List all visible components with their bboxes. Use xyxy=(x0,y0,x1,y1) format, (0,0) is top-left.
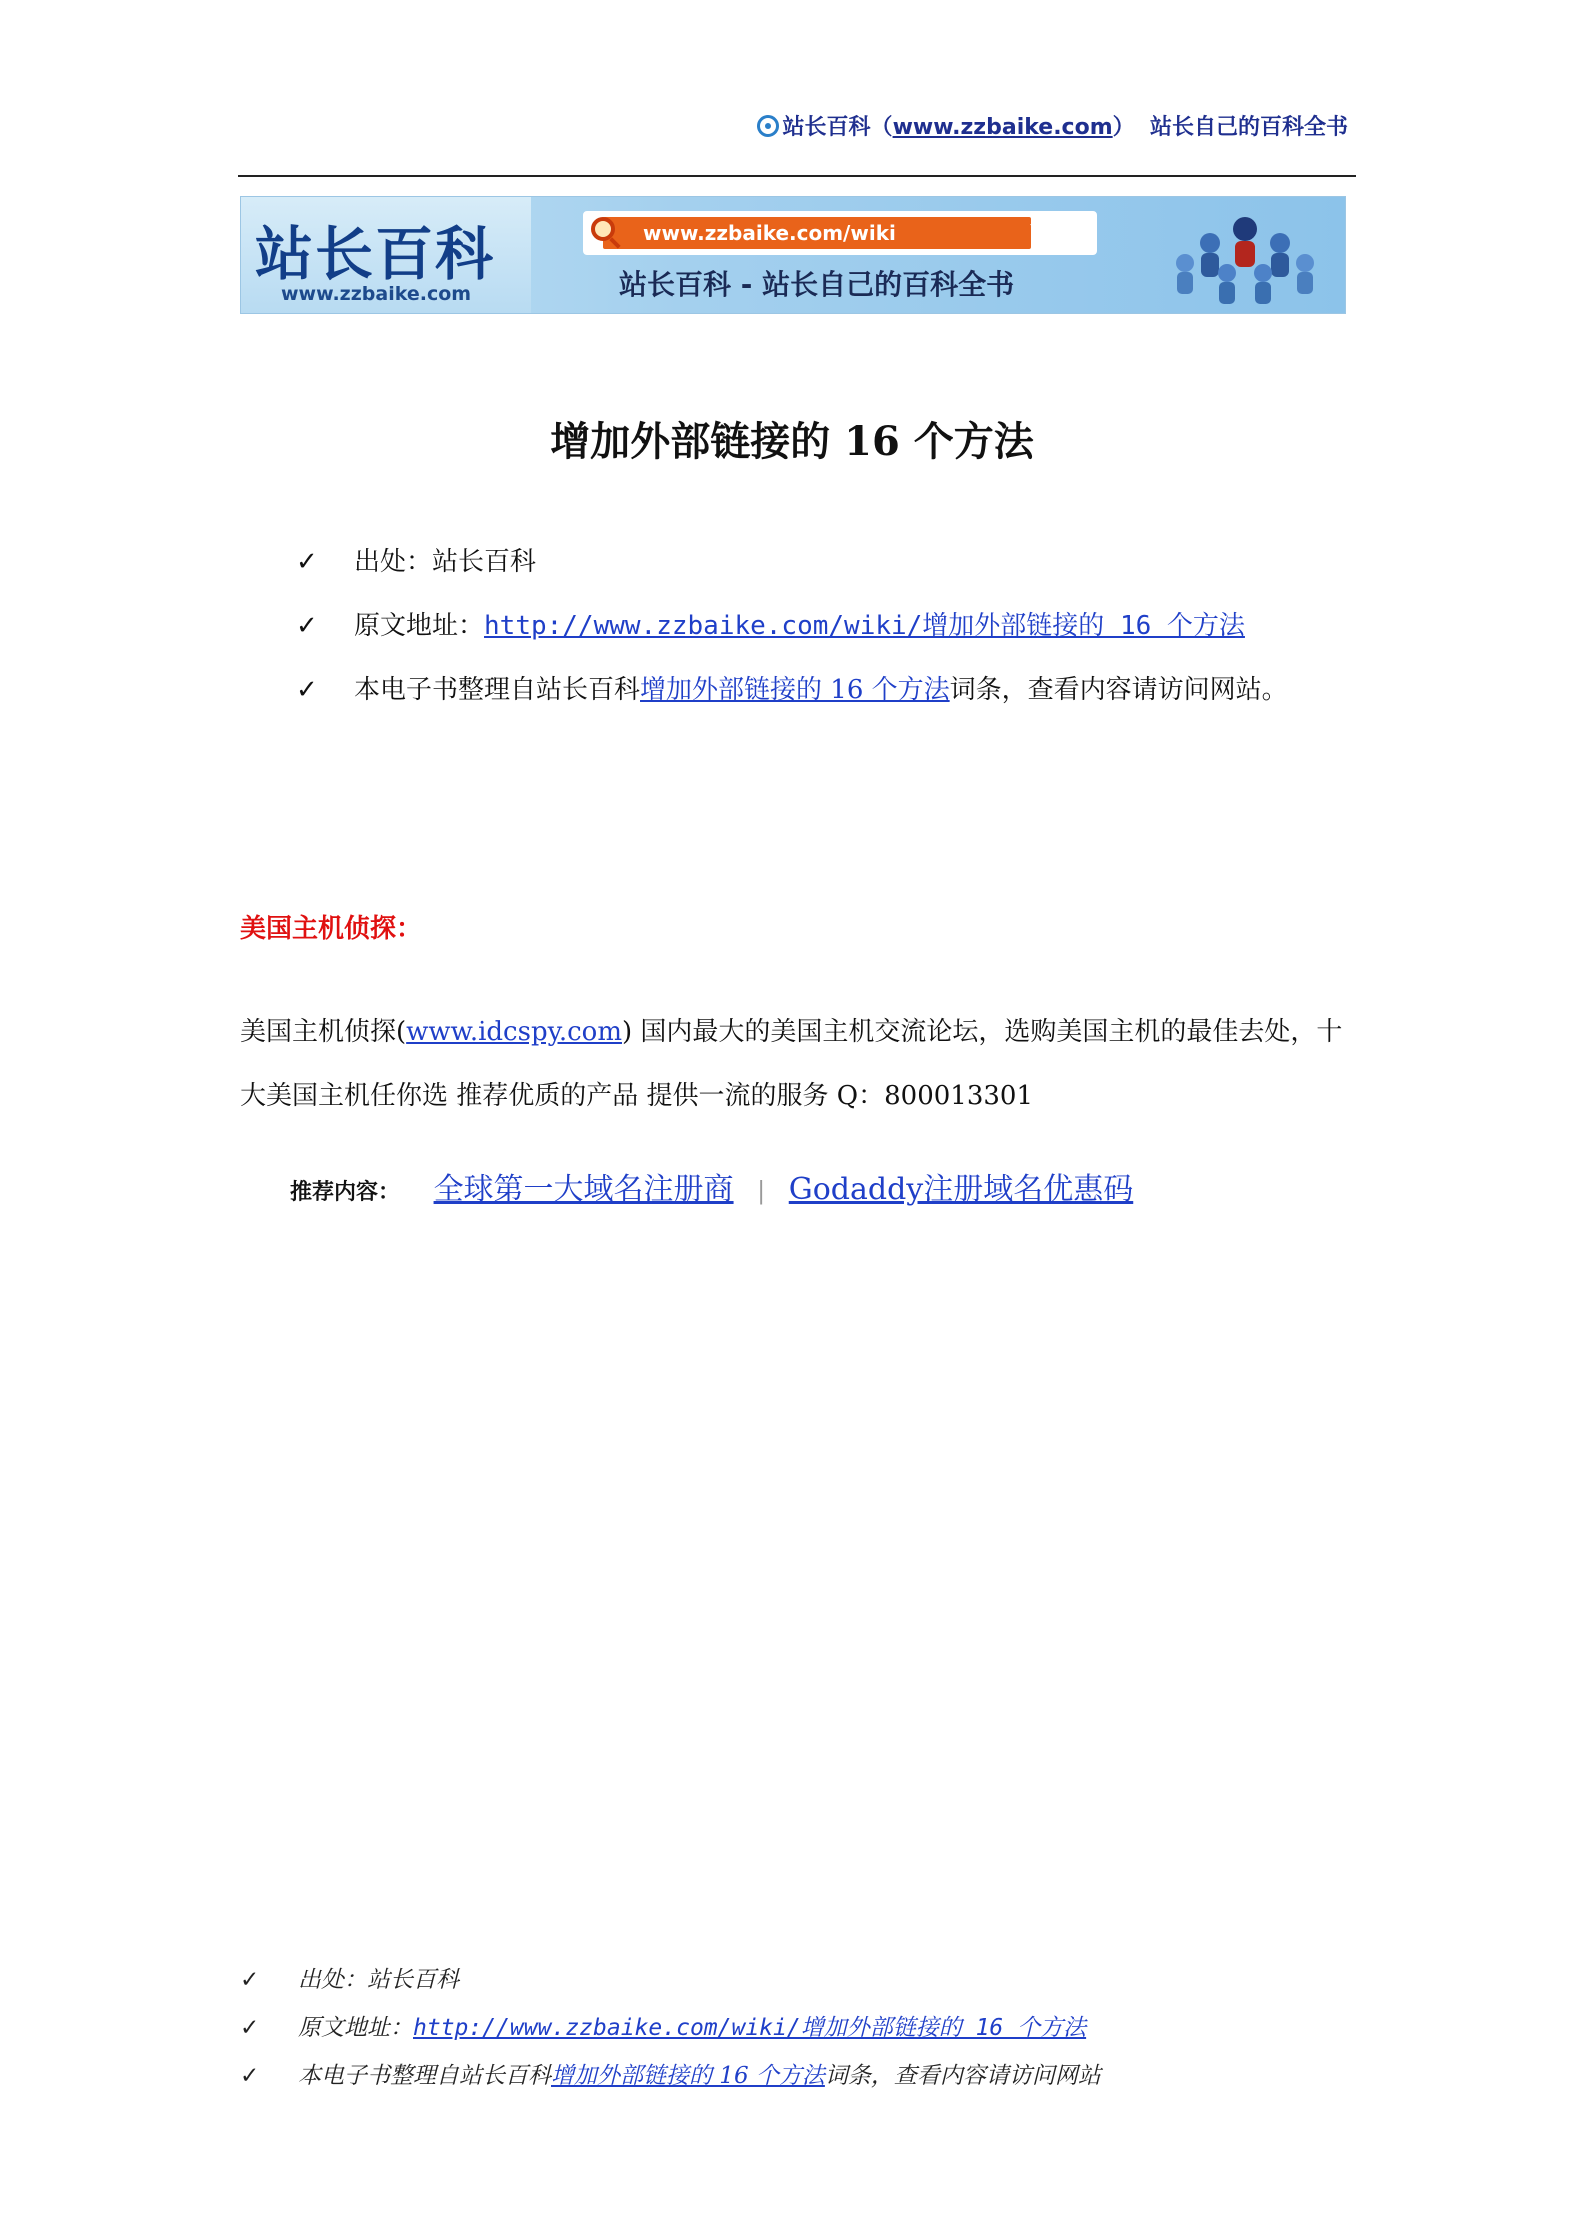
banner-tagline: 站长百科 - 站长自己的百科全书 xyxy=(619,268,1015,301)
idcspy-link[interactable]: www.idcspy.com xyxy=(406,1017,622,1047)
para-prefix: 美国主机侦探( xyxy=(240,1017,407,1047)
meta-source: 出处：站长百科 xyxy=(354,547,537,577)
footer-ebook-prefix: 本电子书整理自站长百科 xyxy=(298,2063,551,2089)
list-item xyxy=(296,530,1288,594)
footer-source: 出处：站长百科 xyxy=(298,1967,459,1993)
banner-logo-text: 站长百科 xyxy=(255,220,496,288)
magnifier-icon xyxy=(591,217,615,241)
dropdown-arrow-icon: ▼ xyxy=(1030,221,1041,237)
check-icon: ✓ xyxy=(240,1967,260,1993)
banner-search-box xyxy=(583,211,1097,255)
recommend-bar xyxy=(290,1164,1133,1208)
recommend-link-godaddy[interactable]: Godaddy注册域名优惠码 xyxy=(788,1172,1134,1207)
page-title: 增加外部链接的 16 个方法 xyxy=(550,418,1034,465)
check-icon: ✓ xyxy=(240,2063,260,2089)
page-header xyxy=(757,110,1348,141)
footer-ebook-link[interactable]: 增加外部链接的 16 个方法 xyxy=(551,2063,825,2089)
meta-ebook-prefix: 本电子书整理自站长百科 xyxy=(354,675,641,705)
meta-ebook-link[interactable]: 增加外部链接的 16 个方法 xyxy=(640,675,950,705)
meta-address-link[interactable]: http://www.zzbaike.com/wiki/增加外部链接的 16 个方法 xyxy=(484,611,1245,641)
list-item xyxy=(296,594,1288,658)
meta-list xyxy=(296,530,1288,722)
footer-ebook-suffix: 词条，查看内容请访问网站 xyxy=(824,2063,1101,2089)
section-paragraph xyxy=(240,1000,1356,1128)
list-item xyxy=(240,2004,1101,2052)
banner-search-field: www.zzbaike.com/wiki xyxy=(603,217,1031,249)
para-suffix: ) 国内最大的美国主机交流论坛，选购美国主机的最佳去处，十大美国主机任你选 推荐优质的产品 提供一流的服务 Q：800013301 xyxy=(240,1017,1343,1111)
meta-ebook-suffix: 词条，查看内容请访问网站。 xyxy=(949,675,1288,705)
header-site-name: 站长百科（ xyxy=(782,115,893,140)
check-icon: ✓ xyxy=(296,675,318,705)
recommend-separator: | xyxy=(757,1177,766,1205)
footer-address-label: 原文地址： xyxy=(298,2015,413,2041)
header-site-link[interactable]: www.zzbaike.com xyxy=(892,115,1113,140)
banner-logo xyxy=(241,197,531,313)
list-item xyxy=(296,658,1288,722)
list-item xyxy=(240,2052,1101,2100)
check-icon: ✓ xyxy=(296,547,318,577)
list-item xyxy=(240,1956,1101,2004)
footer-list xyxy=(240,1956,1101,2100)
check-icon: ✓ xyxy=(296,611,318,641)
footer-address-link[interactable]: http://www.zzbaike.com/wiki/增加外部链接的 16 个方法 xyxy=(413,2015,1087,2041)
people-network-icon xyxy=(1155,201,1335,311)
site-banner[interactable] xyxy=(240,196,1346,314)
meta-address-label: 原文地址： xyxy=(354,611,485,641)
header-divider xyxy=(238,175,1356,177)
banner-logo-url: www.zzbaike.com xyxy=(281,283,472,305)
header-slogan: 站长自己的百科全书 xyxy=(1149,115,1348,140)
site-logo-icon xyxy=(757,115,779,137)
recommend-label: 推荐内容： xyxy=(290,1180,401,1205)
section-heading: 美国主机侦探： xyxy=(240,914,423,944)
recommend-link-registrar[interactable]: 全球第一大域名注册商 xyxy=(433,1172,734,1207)
header-close-paren: ） xyxy=(1112,115,1135,140)
check-icon: ✓ xyxy=(240,2015,260,2041)
